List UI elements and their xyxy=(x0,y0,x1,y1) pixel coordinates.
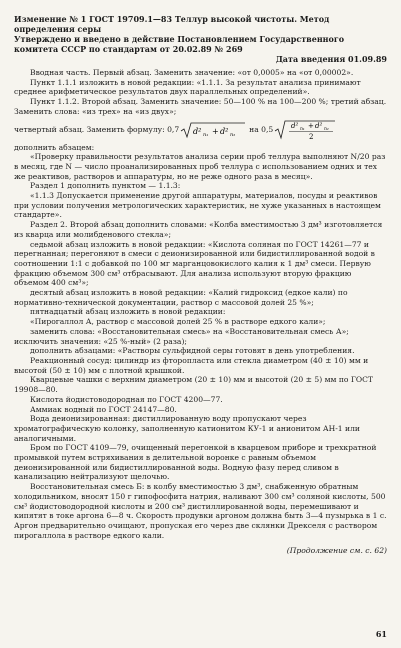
paragraph: Вода деионизированная: дистиллированную воду пропускают через хроматографическую колонку, заполненную катионитом КУ-1 и анионитом АН-1 или аналогичными. xyxy=(14,414,360,443)
document-title: Изменение № 1 ГОСТ 19709.1—83 Теллур высокой чистоты. Метод определения серы xyxy=(14,14,330,34)
formula-old-expression xyxy=(179,120,249,140)
svg-text:+: + xyxy=(308,121,315,130)
svg-text:d²: d² xyxy=(220,126,229,136)
paragraph: Вводная часть. Первый абзац. Заменить значение: «от 0,0005» на «от 0,00002». xyxy=(30,68,354,77)
paragraph: Кислота йодистоводородная по ГОСТ 4200—77. xyxy=(30,394,223,404)
paragraph: десятый абзац изложить в новой редакции: «Калий гидроксид (едкое кали) по нормативно-технической документации, раствор с массовой долей 25 %»; xyxy=(14,288,348,307)
paragraph: «1.1.3 Допускается применение другой аппаратуры, материалов, посуды и реактивов при условии получения метрологических характеристик, не хуже указанных в настоящем стандарте». xyxy=(14,191,381,220)
svg-text:+: + xyxy=(212,126,219,136)
paragraph: пятнадцатый абзац изложить в новой редакции: xyxy=(30,307,226,317)
paragraph: Пункт 1.1.2. Второй абзац. Заменить значение: 50—100 % на 100—200 %; третий абзац. Заменить слова: «из трех» на «из двух»; xyxy=(14,97,387,116)
svg-text:d²: d² xyxy=(193,126,202,136)
approval-statement: Утверждено и введено в действие Постановлением Государственного комитета СССР по стандартам от 20.02.89 № 269 xyxy=(14,34,345,54)
formula-middle: на 0,5 xyxy=(249,124,274,134)
paragraph: Раздел 1 дополнить пунктом — 1.1.3: xyxy=(30,181,181,191)
svg-text:n₁: n₁ xyxy=(300,126,305,132)
effective-date: Дата введения 01.09.89 xyxy=(275,54,387,64)
paragraph: Пункт 1.1.1 изложить в новой редакции: «1.1.1. За результат анализа принимают среднее арифметическое результатов двух параллельных определений». xyxy=(14,77,361,97)
paragraph: Реакционный сосуд: цилиндр из фторопласта или стекла диаметром (40 ± 10) мм и высотой (50 ± 10) мм с плотной крышкой. xyxy=(14,355,369,375)
paragraph: дополнить абзацем: xyxy=(14,142,95,152)
paragraph: Раздел 2. Второй абзац дополнить словами: «Колба вместимостью 3 дм³ изготовляется из кварца или молибденового стекла»; xyxy=(14,220,383,239)
paragraph: Кварцевые чашки с верхним диаметром (20 ± 10) мм и высотой (20 ± 5) мм по ГОСТ 19908—80. xyxy=(14,375,373,395)
formula-line xyxy=(14,119,387,141)
svg-text:d²: d² xyxy=(291,121,299,130)
formula-new-expression xyxy=(273,119,337,141)
paragraph: Аммиак водный по ГОСТ 24147—80. xyxy=(30,404,177,414)
paragraph: дополнить абзацами: «Растворы сульфидной серы готовят в день употребления. xyxy=(30,346,355,356)
svg-text:d²: d² xyxy=(315,121,323,130)
paragraph: «Проверку правильности результатов анализа серии проб теллура выполняют N/20 раз в месяц, где N — число проанализированных проб теллура с использованием одних и тех же реактивов, растворов и аппаратуры, но не реже одного раза в месяц». xyxy=(14,152,386,181)
paragraph: Восстановительная смесь Б: в колбу вместимостью 3 дм³, снабженную обратным холодильником, вносят 150 г гипофосфита натрия, наливают 300 см³ соляной кислоты, 500 см³ йодистоводородной кислоты и 200 см³ дистиллированной воды, перемешивают и кипятят в токе аргона 6—8 ч. Скорость продувки аргоном должна быть 3—4 пузырька в 1 с. Аргон предварительно очищают, пропуская его через две склянки Дрекселя с раствором пирогаллола в растворе едкого кали. xyxy=(14,482,387,540)
paragraph: Бром по ГОСТ 4109—79, очищенный перегонкой в кварцевом приборе и трехкратной промывкой путем встряхивания в делительной воронке с равным объемом деионизированной или бидистиллированной воды. Водную фазу перед сливом в канализацию нейтрализуют щелочью. xyxy=(14,443,377,482)
svg-text:n₂: n₂ xyxy=(230,131,236,138)
paragraph: заменить слова: «Восстановительная смесь» на «Восстановительная смесь А»; исключить значения: «25 %-ный» (2 раза); xyxy=(14,326,349,346)
paragraph: седьмой абзац изложить в новой редакции: «Кислота соляная по ГОСТ 14261—77 и перегнанная; перегоняют в смеси с деионизированной или бидистиллированной водой в соотношении 1:1 с добавкой по 100 мг марганцовокислого калия к 1 дм³ смеси. Первую фракцию объемом 300 см³ отбрасывают. Для анализа используют вторую фракцию объемом 400 см³»; xyxy=(14,239,375,288)
formula-prefix: четвертый абзац. Заменить формулу: 0,7 xyxy=(14,124,180,134)
svg-text:n₂: n₂ xyxy=(324,126,329,132)
svg-text:n₁: n₁ xyxy=(203,131,209,138)
page-number: 61 xyxy=(375,629,387,640)
continuation-note: (Продолжение см. с. 62) xyxy=(286,546,387,556)
svg-text:2: 2 xyxy=(309,132,314,141)
paragraph: «Пирогаллол А, раствор с массовой долей 25 % в растворе едкого кали»; xyxy=(30,317,326,327)
